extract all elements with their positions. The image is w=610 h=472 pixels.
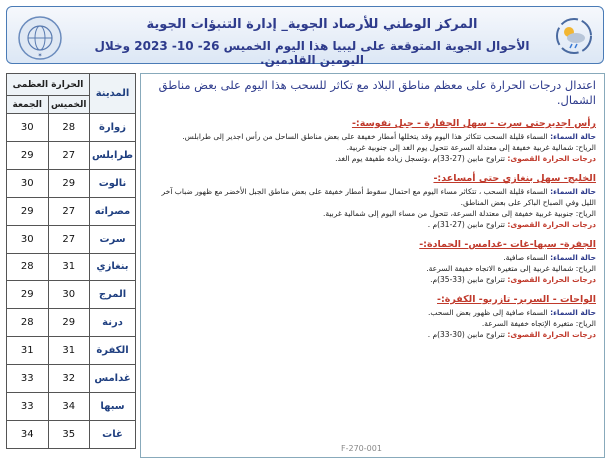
temp-text: تتراوح مابين (30-33)م . [427, 330, 508, 339]
fri-temp: 33 [7, 393, 49, 421]
thu-temp: 31 [48, 253, 90, 281]
table-row [7, 337, 136, 365]
region-title: رأس اجديرحتى سرت - سهل الجفارة - جبل نفوسة:- [351, 118, 596, 129]
temp-line [149, 153, 596, 164]
sky-line [149, 252, 596, 263]
fri-temp: 28 [7, 253, 49, 281]
city-name: مصراته [90, 197, 136, 225]
sky-text: السماء قليلة السحب ، تتكاثر مساء اليوم مع احتمال سقوط أمطار خفيفة على بعض مناطق الجبل الأخضر مع ظهور ضباب آخر الليل وفي الصباح الباكر على بعض المناطق. [161, 187, 596, 207]
wind-line [149, 208, 596, 219]
table-row [7, 253, 136, 281]
max-temp-header: الحرارة العظمى [7, 74, 90, 96]
table-row [7, 281, 136, 309]
fri-temp: 29 [7, 281, 49, 309]
region-title: الخليج- سهل بنغازي حتى أمساعد:- [433, 173, 596, 184]
region-title: الواحات - السرير- تازربو- الكفرة:- [437, 294, 596, 305]
temp-label: درجات الحرارة القصوى: [507, 330, 596, 339]
fri-temp: 30 [7, 169, 49, 197]
wind-text: جنوبية غربية خفيفة إلى معتدلة السرعة، تتحول من مساء اليوم إلى شمالية غربية. [322, 209, 576, 218]
sky-label: حالة السماء: [550, 253, 596, 262]
wmo-logo-icon [17, 15, 63, 61]
thu-temp: 27 [48, 197, 90, 225]
table-row [7, 197, 136, 225]
city-name: زوارة [90, 114, 136, 142]
city-name: نالوت [90, 169, 136, 197]
fri-temp: 28 [7, 309, 49, 337]
forecast-panel [140, 73, 605, 458]
temp-line [149, 274, 596, 285]
wind-text: متغيرة الإتجاه خفيفة السرعة. [481, 319, 576, 328]
temp-text: تتراوح مابين (33-35)م. [430, 275, 508, 284]
fri-temp: 31 [7, 337, 49, 365]
wind-line [149, 263, 596, 274]
sky-line [149, 186, 596, 208]
region-block [149, 173, 596, 230]
page-title: المركز الوطني للأرصاد الجوية_ إدارة التنبؤات الجوية [146, 17, 478, 32]
region-title: الجفرة- سبها-غات -غدامس- الحمادة:- [419, 239, 596, 250]
table-row [7, 141, 136, 169]
thu-temp: 29 [48, 169, 90, 197]
thu-temp: 27 [48, 141, 90, 169]
max-temperature-table [6, 73, 136, 449]
sky-text: السماء صافية إلى ظهور بعض السحب. [427, 308, 551, 317]
city-name: سرت [90, 225, 136, 253]
temp-text: تتراوح مابين (27-31)م . [427, 220, 508, 229]
wind-label: الرياح: [575, 319, 596, 328]
fri-temp: 30 [7, 114, 49, 142]
temp-label: درجات الحرارة القصوى: [507, 154, 596, 163]
wind-text: شمالية غربية خفيفة إلى معتدلة السرعة تتحول يوم الغد إلى جنوبية غربية. [346, 143, 576, 152]
fri-temp: 29 [7, 141, 49, 169]
svg-text:✶: ✶ [37, 52, 43, 59]
temp-text: تتراوح مابين (27-33)م ،وتسجل زيادة طفيفة يوم الغد. [335, 154, 508, 163]
thu-temp: 32 [48, 365, 90, 393]
region-block [149, 118, 596, 164]
sky-label: حالة السماء: [550, 308, 596, 317]
table-row [7, 114, 136, 142]
table-row [7, 420, 136, 448]
thu-temp: 31 [48, 337, 90, 365]
thursday-header: الخميس [48, 96, 90, 114]
table-row [7, 393, 136, 421]
city-name: غدامس [90, 365, 136, 393]
thu-temp: 28 [48, 114, 90, 142]
city-name: طرابلس [90, 141, 136, 169]
city-name: غات [90, 420, 136, 448]
sky-line [149, 307, 596, 318]
city-name: سبها [90, 393, 136, 421]
temp-label: درجات الحرارة القصوى: [507, 275, 596, 284]
sky-label: حالة السماء: [550, 132, 596, 141]
table-row [7, 365, 136, 393]
fri-temp: 33 [7, 365, 49, 393]
thu-temp: 35 [48, 420, 90, 448]
table-row [7, 225, 136, 253]
temp-line [149, 329, 596, 340]
page-subtitle: الأحوال الجوية المتوقعة على ليبيا هذا اليوم الخميس 26- 10- 2023 وخلال اليومين القادمين. [94, 39, 530, 67]
weather-logo-icon [555, 17, 593, 55]
friday-header: الجمعة [7, 96, 49, 114]
fri-temp: 34 [7, 420, 49, 448]
thu-temp: 34 [48, 393, 90, 421]
city-name: درنة [90, 309, 136, 337]
sky-text: السماء قليلة السحب تتكاثر هذا اليوم وقد يتخللها أمطار خفيفة على بعض مناطق الساحل من رأس اجدير إلى طرابلس. [182, 132, 551, 141]
thu-temp: 27 [48, 225, 90, 253]
wind-label: الرياح: [575, 264, 596, 273]
city-name: الكفرة [90, 337, 136, 365]
sky-text: السماء صافية. [503, 253, 551, 262]
wind-line [149, 142, 596, 153]
wind-label: الرياح: [575, 209, 596, 218]
temp-label: درجات الحرارة القصوى: [507, 220, 596, 229]
table-row [7, 169, 136, 197]
wind-text: شمالية غربية إلى متغيرة الاتجاه خفيفة السرعة. [426, 264, 576, 273]
thu-temp: 30 [48, 281, 90, 309]
sky-line [149, 131, 596, 142]
region-block [149, 294, 596, 340]
table-row [7, 309, 136, 337]
sky-label: حالة السماء: [550, 187, 596, 196]
header-banner [6, 6, 604, 67]
fri-temp: 29 [7, 197, 49, 225]
wind-label: الرياح: [575, 143, 596, 152]
wind-line [149, 318, 596, 329]
city-name: المرج [90, 281, 136, 309]
temp-line [149, 219, 596, 230]
fri-temp: 30 [7, 225, 49, 253]
forecast-intro: اعتدال درجات الحرارة على معظم مناطق البلاد مع تكاثر للسحب هذا اليوم على بعض مناطق الشمال. [158, 78, 596, 107]
city-name: بنغازي [90, 253, 136, 281]
city-column-header: المدينة [90, 74, 136, 114]
form-code: F-270-001 [341, 444, 382, 453]
thu-temp: 29 [48, 309, 90, 337]
region-block [149, 239, 596, 285]
